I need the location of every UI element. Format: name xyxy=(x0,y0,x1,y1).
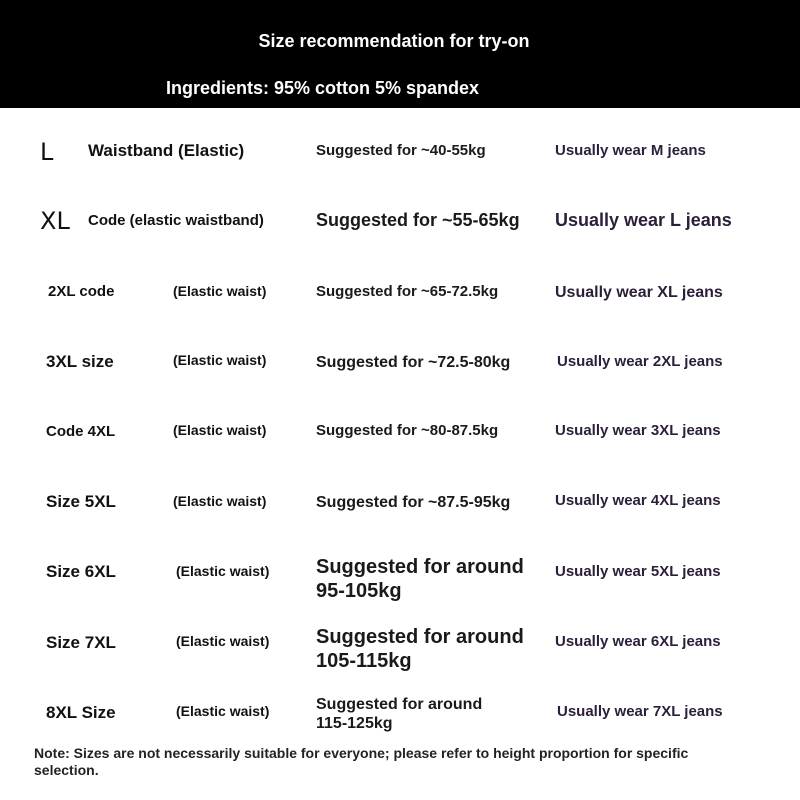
size-label: Code 4XL xyxy=(46,423,116,440)
waistband-label: (Elastic waist) xyxy=(173,493,267,509)
size-label: L xyxy=(40,138,54,166)
weight-suggestion: Suggested for around 115-125kg xyxy=(316,696,483,733)
usual-jeans-size: Usually wear 7XL jeans xyxy=(557,703,723,720)
waistband-label: (Elastic waist) xyxy=(173,422,267,438)
size-label: 8XL Size xyxy=(46,703,116,722)
waistband-label: (Elastic waist) xyxy=(176,703,270,719)
size-note: Note: Sizes are not necessarily suitable for everyone; please refer to height proportion for specific selection. xyxy=(34,745,689,778)
usual-jeans-size: Usually wear L jeans xyxy=(555,210,732,230)
usual-jeans-size: Usually wear 6XL jeans xyxy=(555,633,721,650)
size-label: 3XL size xyxy=(46,352,114,371)
usual-jeans-size: Usually wear XL jeans xyxy=(555,284,723,301)
weight-suggestion: Suggested for ~40-55kg xyxy=(316,142,486,159)
usual-jeans-size: Usually wear M jeans xyxy=(555,142,706,159)
usual-jeans-size: Usually wear 3XL jeans xyxy=(555,422,721,439)
waistband-label: Waistband (Elastic) xyxy=(88,141,245,160)
size-label: Size 5XL xyxy=(46,492,116,511)
waistband-label: (Elastic waist) xyxy=(176,563,270,579)
weight-suggestion: Suggested for around 105-115kg xyxy=(316,626,524,672)
weight-suggestion: Suggested for around 95-105kg xyxy=(316,556,524,602)
usual-jeans-size: Usually wear 4XL jeans xyxy=(555,492,721,509)
weight-suggestion: Suggested for ~55-65kg xyxy=(316,210,520,230)
weight-suggestion: Suggested for ~72.5-80kg xyxy=(316,354,511,371)
waistband-label: (Elastic waist) xyxy=(173,283,267,299)
size-label: Size 6XL xyxy=(46,562,116,581)
usual-jeans-size: Usually wear 5XL jeans xyxy=(555,563,721,580)
size-label: XL xyxy=(40,207,70,235)
weight-suggestion: Suggested for ~65-72.5kg xyxy=(316,283,499,300)
waistband-label: (Elastic waist) xyxy=(176,633,270,649)
usual-jeans-size: Usually wear 2XL jeans xyxy=(557,353,723,370)
weight-suggestion: Suggested for ~87.5-95kg xyxy=(316,494,511,511)
weight-suggestion: Suggested for ~80-87.5kg xyxy=(316,422,499,439)
waistband-label: (Elastic waist) xyxy=(173,352,267,368)
size-label: Size 7XL xyxy=(46,633,116,652)
waistband-label: Code (elastic waistband) xyxy=(88,212,264,229)
size-label: 2XL code xyxy=(48,283,115,300)
header-banner xyxy=(0,0,800,108)
page-title: Size recommendation for try-on xyxy=(258,31,530,51)
ingredients-text: Ingredients: 95% cotton 5% spandex xyxy=(166,78,480,98)
